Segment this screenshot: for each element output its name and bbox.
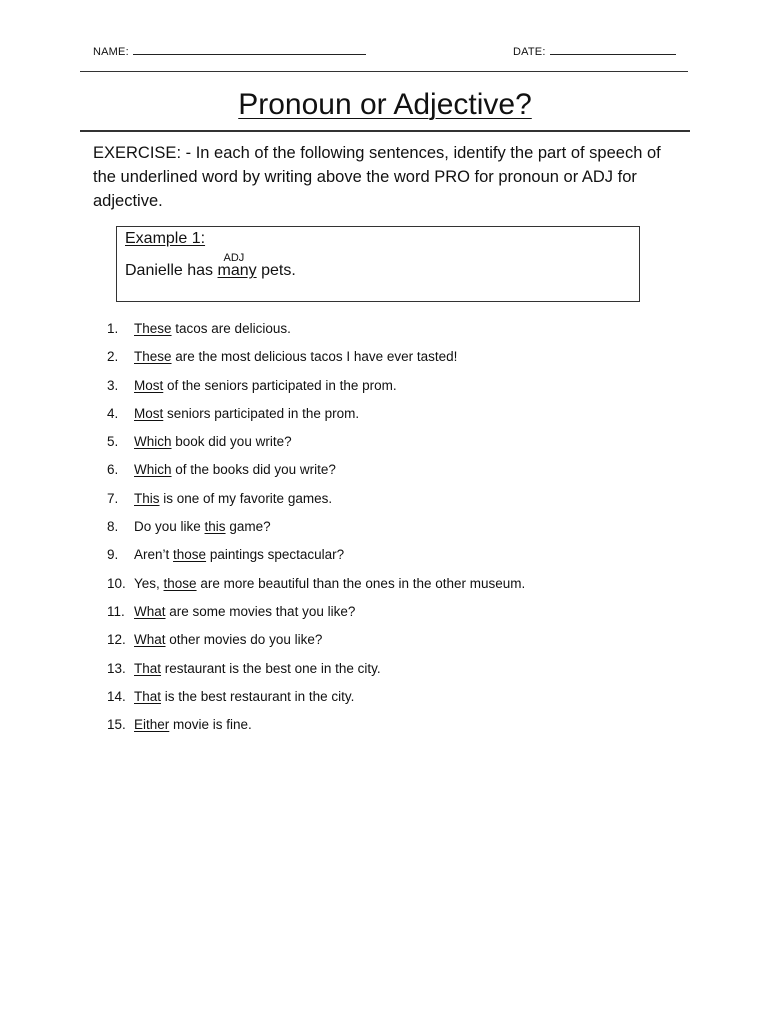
sentence-number: 13. bbox=[107, 660, 126, 676]
sentence-text-after: of the seniors participated in the prom. bbox=[163, 377, 397, 393]
example-word-text: many bbox=[217, 262, 257, 279]
sentence-number: 6. bbox=[107, 462, 119, 478]
example-title: Example 1: bbox=[125, 230, 206, 247]
sentence-number: 5. bbox=[107, 434, 119, 450]
sentence-number: 11. bbox=[107, 603, 125, 619]
name-blank-line[interactable] bbox=[133, 44, 366, 55]
example-box bbox=[116, 226, 640, 302]
sentence-text-after: other movies do you like? bbox=[165, 632, 323, 648]
underlined-word[interactable]: This bbox=[134, 490, 160, 506]
sentence-number: 15. bbox=[107, 717, 126, 733]
sentence-number: 9. bbox=[107, 547, 119, 563]
sentence-item bbox=[107, 518, 525, 546]
sentence-text-before: Yes, bbox=[134, 575, 164, 591]
sentence-text-before: Aren’t bbox=[134, 547, 174, 563]
sentence-item bbox=[107, 405, 525, 433]
sentence-text-after: seniors participated in the prom. bbox=[163, 405, 360, 421]
sentence-list bbox=[107, 320, 525, 744]
sentence-item bbox=[107, 575, 525, 603]
sentence-number: 1. bbox=[107, 321, 119, 336]
sentence-item bbox=[107, 716, 525, 744]
date-blank-line[interactable] bbox=[550, 44, 676, 55]
sentence-number: 14. bbox=[107, 688, 126, 704]
underlined-word[interactable]: those bbox=[163, 575, 197, 591]
underlined-word[interactable]: That bbox=[134, 688, 162, 704]
underlined-word[interactable]: That bbox=[134, 660, 162, 676]
page-title: Pronoun or Adjective? bbox=[238, 88, 532, 121]
underlined-word[interactable]: Most bbox=[134, 405, 164, 421]
title-divider bbox=[80, 130, 690, 132]
underlined-word[interactable]: These bbox=[134, 321, 172, 336]
sentence-item bbox=[107, 688, 525, 716]
sentence-number: 7. bbox=[107, 490, 119, 506]
underlined-word[interactable]: those bbox=[173, 547, 207, 563]
example-underlined-word bbox=[217, 252, 257, 279]
sentence-number: 12. bbox=[107, 632, 126, 648]
sentence-text-after: are the most delicious tacos I have ever tasted! bbox=[171, 349, 458, 365]
underlined-word[interactable]: Which bbox=[134, 462, 172, 478]
sentence-item bbox=[107, 320, 525, 348]
sentence-number: 10. bbox=[107, 575, 126, 591]
sentence-item bbox=[107, 603, 525, 631]
exercise-instructions: EXERCISE: - In each of the following sentences, identify the part of speech of the underlined word by writing above the word PRO for pronoun or ADJ for adjective. bbox=[93, 144, 661, 210]
underlined-word[interactable]: What bbox=[134, 632, 166, 648]
sentence-number: 2. bbox=[107, 349, 119, 365]
sentence-text-after: is the best restaurant in the city. bbox=[161, 688, 355, 704]
name-label: NAME: bbox=[93, 46, 129, 58]
underlined-word[interactable]: Which bbox=[134, 434, 172, 450]
underlined-word[interactable]: this bbox=[204, 519, 226, 535]
date-label: DATE: bbox=[513, 46, 546, 58]
sentence-text-after: movie is fine. bbox=[169, 717, 252, 733]
underlined-word[interactable]: Most bbox=[134, 377, 164, 393]
header-divider bbox=[80, 71, 688, 72]
example-text-after: pets. bbox=[256, 262, 296, 279]
sentence-item bbox=[107, 348, 525, 376]
underlined-word[interactable]: Either bbox=[134, 717, 170, 733]
sentence-item bbox=[107, 490, 525, 518]
sentence-text-after: paintings spectacular? bbox=[206, 547, 345, 563]
sentence-text-after: tacos are delicious. bbox=[171, 321, 291, 336]
sentence-text-after: are more beautiful than the ones in the other museum. bbox=[196, 575, 526, 591]
sentence-number: 8. bbox=[107, 519, 119, 535]
example-sentence bbox=[125, 252, 296, 280]
date-field bbox=[513, 44, 676, 58]
sentence-item bbox=[107, 461, 525, 489]
sentence-item bbox=[107, 631, 525, 659]
sentence-item bbox=[107, 433, 525, 461]
sentence-item bbox=[107, 546, 525, 574]
sentence-item bbox=[107, 377, 525, 405]
sentence-text-before: Do you like bbox=[134, 519, 205, 535]
sentence-text-after: restaurant is the best one in the city. bbox=[161, 660, 381, 676]
sentence-number: 4. bbox=[107, 405, 119, 421]
sentence-text-after: is one of my favorite games. bbox=[159, 490, 333, 506]
sentence-text-after: are some movies that you like? bbox=[165, 603, 356, 619]
underlined-word[interactable]: What bbox=[134, 603, 166, 619]
sentence-item bbox=[107, 660, 525, 688]
underlined-word[interactable]: These bbox=[134, 349, 172, 365]
example-answer-mark: ADJ bbox=[223, 252, 245, 264]
sentence-text-after: game? bbox=[225, 519, 271, 535]
sentence-text-after: book did you write? bbox=[171, 434, 292, 450]
sentence-text-after: of the books did you write? bbox=[171, 462, 336, 478]
name-field bbox=[93, 44, 366, 58]
example-text-before: Danielle has bbox=[125, 262, 218, 279]
sentence-number: 3. bbox=[107, 377, 119, 393]
